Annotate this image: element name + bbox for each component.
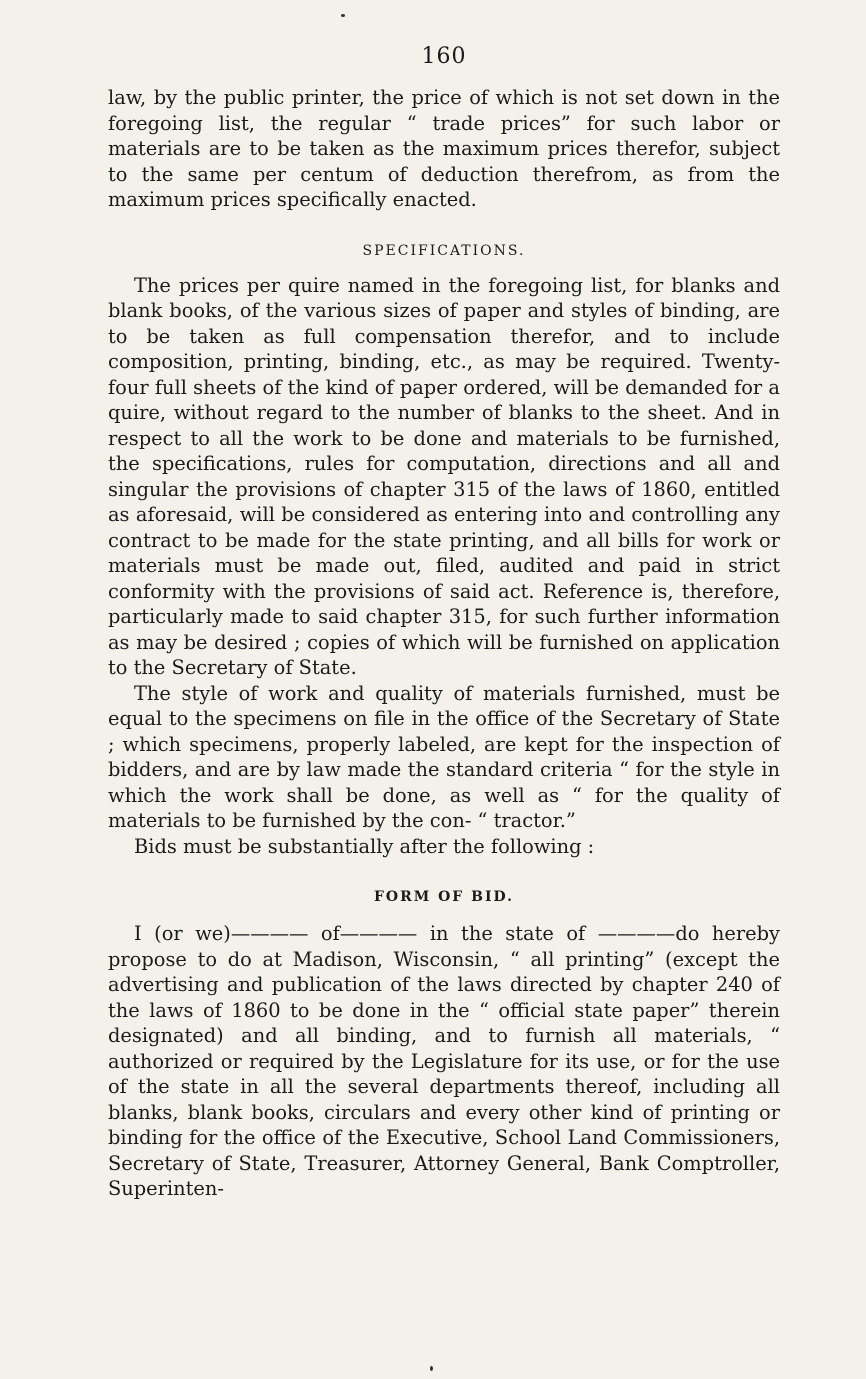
specifications-paragraph-1: The prices per quire named in the foregoing list, for blanks and blank books, of the various sizes of paper and styles of binding, are to be taken as full compensation therefor, and to include composition, printing, binding, etc., as may be required. Twenty-four full sheets of the kind of paper ordered, will be demanded for a quire, without regard to the number of blanks to the sheet. And in respect to all the work to be done and materials to be furnished, the specifications, rules for computation, directions and all and singular the provisions of chapter 315 of the laws of 1860, entitled as aforesaid, will be considered as entering into and controlling any contract to be made for the state printing, and all bills for work or materials must be made out, filed, audited and paid in strict conformity with the provisions of said act. Reference is, therefore, particularly made to said chapter 315, for such further information as may be desired ; copies of which will be furnished on application to the Secretary of State.	[108, 273, 780, 679]
form-of-bid-paragraph: I (or we)———— of———— in the state of ————do hereby propose to do at Madison, Wisconsin, “ all printing” (except the advertising and publication of the laws directed by chapter 240 of the laws of 1860 to be done in the “ official state paper” therein designated) and all binding, and to furnish all materials, “ authorized or required by the Legislature for its use, or for the use of the state in all the several departments thereof, including all blanks, blank books, circulars and every other kind of printing or binding for the office of the Executive, School Land Commissioners, Secretary of State, Treasurer, Attorney General, Bank Comptroller, Superinten-	[108, 922, 780, 1200]
ink-speck-bottom	[430, 1366, 433, 1371]
ink-speck-top	[341, 14, 345, 17]
specifications-paragraph-3: Bids must be substantially after the following :	[134, 834, 595, 858]
specifications-heading: SPECIFICATIONS.	[362, 242, 526, 259]
page-number: 160	[421, 44, 467, 69]
form-of-bid-heading: FORM OF BID.	[373, 889, 515, 905]
intro-paragraph: law, by the public printer, the price of which is not set down in the foregoing list, the regular “ trade prices” for such labor or materials are to be taken as the maximum prices therefor, subject to the same per centum of deduction therefrom, as from the maximum prices specifically enacted.	[108, 86, 780, 211]
book-page	[108, 44, 780, 1202]
specifications-paragraph-2: The style of work and quality of materials furnished, must be equal to the specimens on file in the office of the Secretary of State ; which specimens, properly labeled, are kept for the inspection of bidders, and are by law made the standard criteria “ for the style in which the work shall be done, as well as “ for the quality of materials to be furnished by the con- “ tractor.”	[108, 681, 780, 832]
